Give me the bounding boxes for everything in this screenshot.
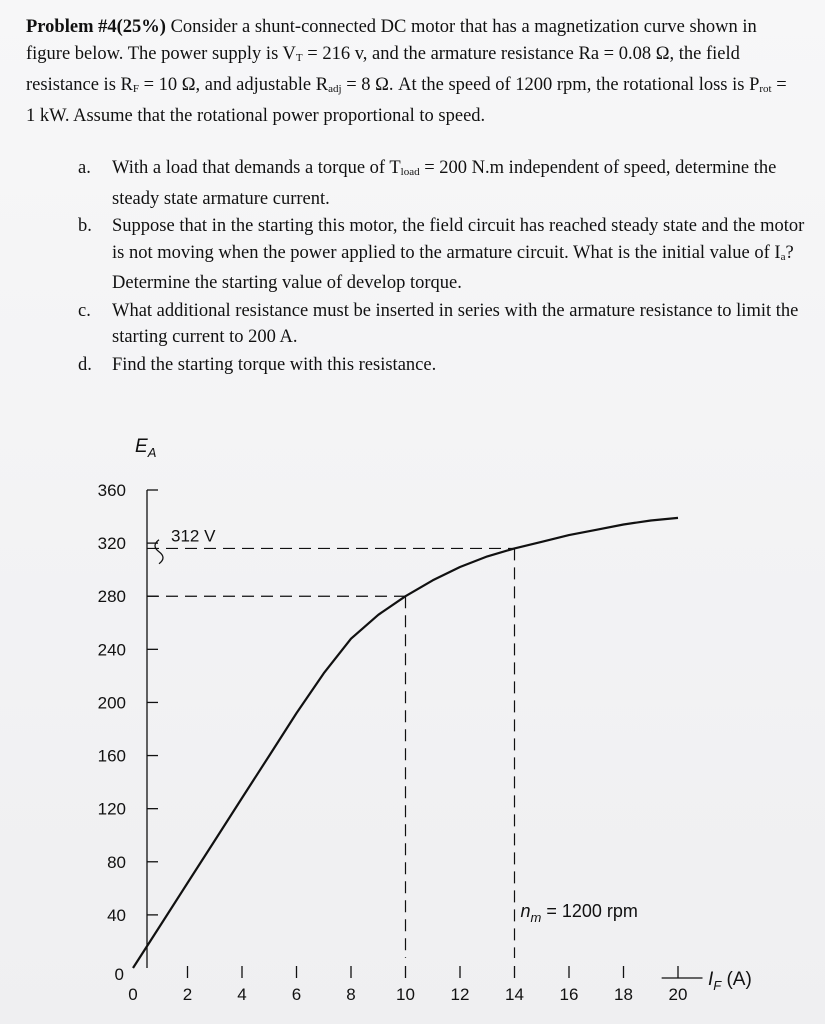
prot-subscript: rot	[759, 83, 772, 95]
part-text-2: = 200 N.m independent of speed, determine the steady state armature current.	[112, 158, 777, 209]
y-tick-label: 240	[97, 640, 126, 660]
problem-text-3: = 10 Ω, and adjustable R	[139, 75, 329, 95]
part-text	[112, 298, 808, 351]
x-tick-label: 2	[182, 985, 193, 1004]
part-subscript: load	[400, 166, 420, 178]
voltage-312-annotation: 312 V	[171, 526, 216, 546]
x-tick-label: 6	[291, 985, 302, 1004]
part-label: b.	[78, 216, 92, 236]
part-subscript: a	[780, 250, 786, 263]
problem-statement	[26, 14, 796, 130]
question-parts	[78, 155, 808, 379]
x-tick-label: 12	[450, 985, 470, 1004]
y-tick-label: 80	[107, 852, 126, 872]
x-axis-label: $I_F$ (A)	[707, 969, 752, 993]
x-tick-label: 14	[505, 985, 524, 1004]
y-tick-label: 200	[97, 693, 126, 713]
y-tick-label: 0	[114, 965, 124, 984]
part-text	[112, 352, 808, 379]
part-label: a.	[78, 158, 91, 178]
problem-text-5: = 1 kW. Assume that the rotational power proportional to speed.	[26, 75, 787, 126]
axis-break-squiggle	[155, 540, 163, 564]
problem-text-4: = 8 Ω. At the speed of 1200 rpm, the rotational loss is P	[341, 75, 760, 95]
part-text	[112, 213, 808, 297]
part-text-1: Find the starting torque with this resistance.	[112, 354, 437, 375]
part-text-1: Suppose that in the starting this motor, the field circuit has reached steady state and the motor is not moving when the power applied to the armature circuit. What is the initial value of I	[112, 216, 805, 263]
radj-subscript: adj	[328, 83, 342, 95]
x-tick-label: 18	[614, 985, 633, 1004]
part-text-1: With a load that demands a torque of T	[112, 158, 401, 178]
part-text	[112, 155, 808, 212]
x-tick-label: 20	[668, 985, 688, 1004]
y-tick-label: 280	[97, 587, 126, 607]
y-tick-label: 360	[97, 481, 126, 500]
x-tick-label: 16	[559, 985, 579, 1004]
x-tick-label: 8	[346, 985, 356, 1004]
x-tick-label: 10	[396, 985, 415, 1004]
magnetization-curve-chart	[0, 420, 825, 1024]
x-tick-label: 0	[128, 985, 138, 1004]
y-tick-label: 320	[97, 534, 126, 554]
part-d	[78, 352, 808, 379]
y-tick-label: 120	[97, 799, 126, 819]
rf-subscript: F	[132, 83, 139, 95]
part-a	[78, 155, 808, 212]
part-label: c.	[78, 300, 91, 321]
part-text-1: What additional resistance must be inserted in series with the armature resistance to limit the starting current to 200 A.	[112, 300, 799, 347]
vt-subscript: T	[295, 52, 303, 64]
part-label: d.	[78, 354, 92, 375]
part-c	[78, 298, 808, 351]
y-tick-label: 160	[97, 746, 126, 766]
speed-annotation: $n_m = 1200$ rpm	[520, 900, 638, 925]
part-b	[78, 213, 808, 297]
y-axis-label: $E_A$	[135, 436, 157, 460]
part-text-2: ? Determine the starting value of develop torque.	[112, 242, 794, 293]
x-tick-label: 4	[237, 985, 247, 1004]
problem-text-2: = 216 v, and the armature resistance Ra = 0.08 Ω, the field resistance is R	[26, 44, 740, 95]
y-tick-label: 40	[107, 905, 126, 925]
problem-text-1: Consider a shunt-connected DC motor that has a magnetization curve shown in figure below. The power supply is V	[26, 17, 757, 64]
problem-heading: Problem #4(25%)	[26, 17, 166, 37]
